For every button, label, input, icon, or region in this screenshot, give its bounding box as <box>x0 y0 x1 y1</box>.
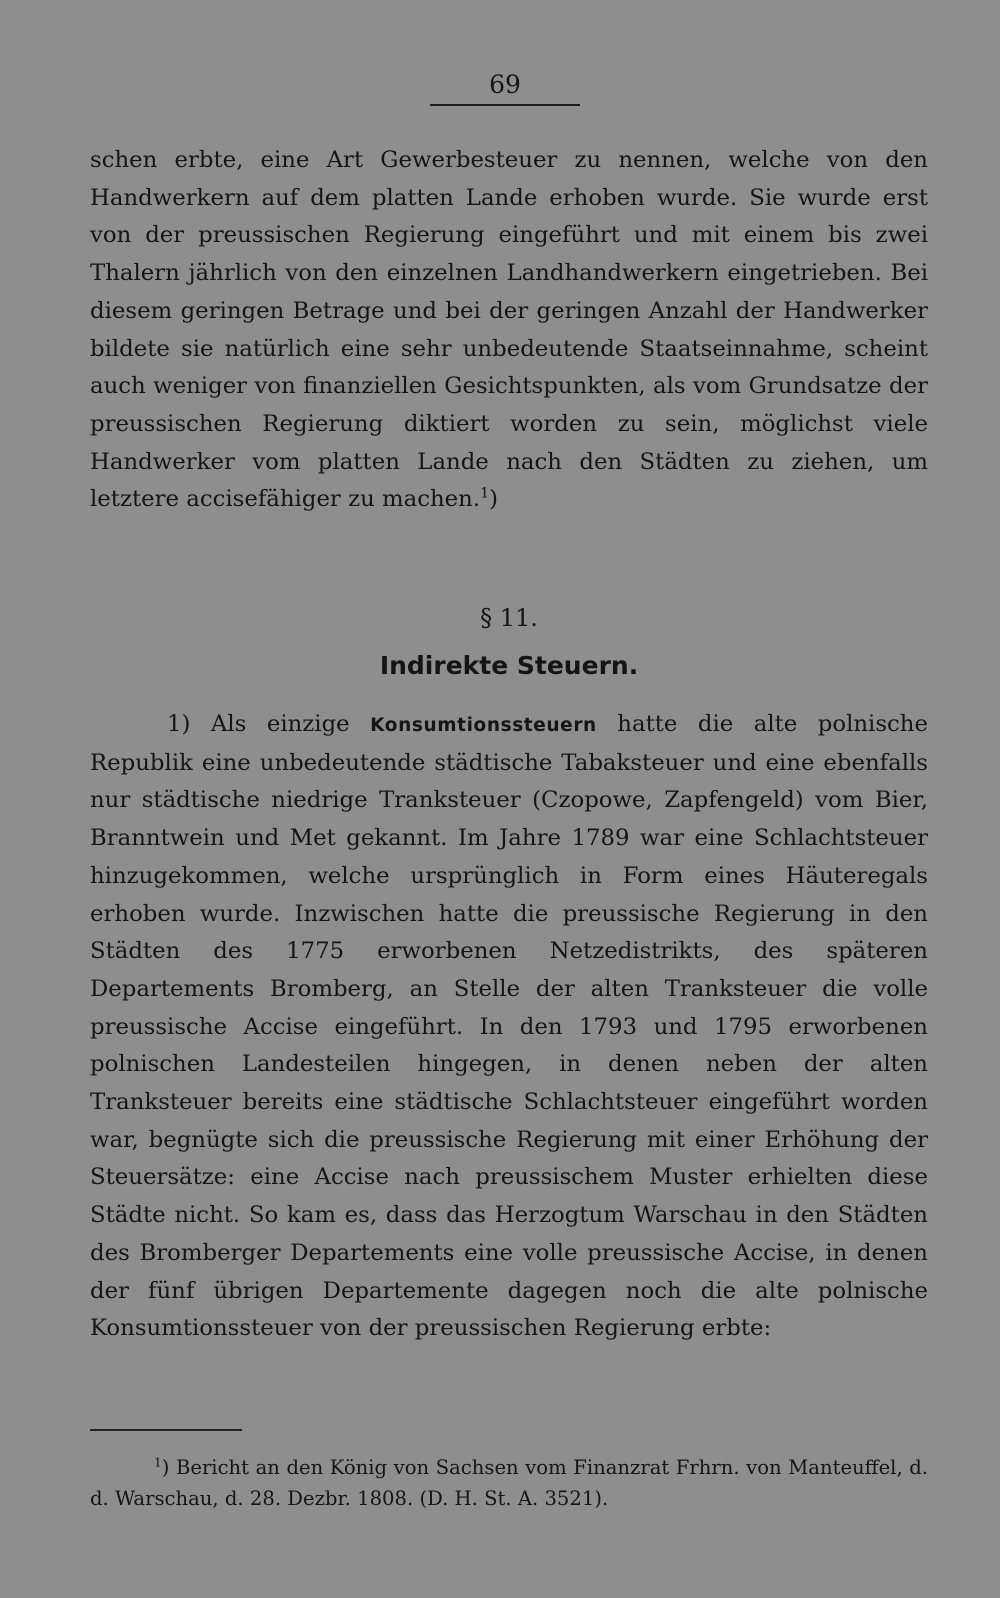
footnote-reference-paren: ) <box>489 486 499 513</box>
footnote-marker: 1 <box>154 1455 162 1470</box>
footnote-reference: 1 <box>480 485 490 502</box>
paragraph-text: schen erbte, eine Art Gewerbesteuer zu nennen, welche von den Handwerkern auf dem platten Lande erhoben wurde. Sie wurde erst von der preussischen Regierung eingeführt und mit einem bis zwei Thalern jährlich von den einzelnen Landhandwerkern eingetrieben. Bei diesem geringen Betrage und bei der geringen Anzahl der Handwerker bildete sie natürlich eine sehr unbedeutende Staatseinnahme, scheint auch weniger von finanziellen Gesichtspunkten, als vom Grundsatze der preussischen Regierung diktiert worden zu sein, möglichst viele Handwerker vom platten Lande nach den Städten zu ziehen, um letztere accisefähiger zu machen. <box>90 147 928 513</box>
paragraph-consumption-taxes <box>90 706 928 1348</box>
footnote-rule <box>90 1429 242 1431</box>
paragraph-continued <box>90 142 928 519</box>
footnote-marker-paren: ) <box>161 1456 170 1479</box>
footnote-text: Bericht an den König von Sachsen vom Finanzrat Frhrn. von Manteuffel, d. d. Warschau, d. 28. Dezbr. 1808. (D. H. St. A. 3521). <box>90 1456 928 1510</box>
page-number: 69 <box>489 70 521 99</box>
section-title: Indirekte Steuern. <box>379 651 639 680</box>
paragraph-text: hatte die alte polnische Republik eine unbedeutende städtische Tabaksteuer und eine ebenfalls nur städtische niedrige Tranksteuer (Czopowe, Zapfengeld) vom Bier, Branntwein und Met gekannt. Im Jahre 1789 war eine Schlachtsteuer hinzugekommen, welche ursprünglich in Form eines Häuteregals erhoben wurde. Inzwischen hatte die preussische Regierung in den Städten des 1775 erworbenen Netzedistrikts, des späteren Departements Bromberg, an Stelle der alten Tranksteuer die volle preussische Accise eingeführt. In den 1793 und 1795 erworbenen polnischen Landesteilen hingegen, in denen neben der alten Tranksteuer bereits eine städtische Schlachtsteuer eingeführt worden war, begnügte sich die preussische Regierung mit einer Erhöhung der Steuersätze: eine Accise nach preussischem Muster erhielten diese Städte nicht. So kam es, dass das Herzogtum Warschau in den Städten des Bromberger Departements eine volle preussische Accise, in denen der fünf übrigen Departemente dagegen noch die alte polnische Konsumtionssteuer von der preussischen Regierung erbte: <box>90 711 928 1342</box>
header-rule <box>430 104 580 106</box>
section-number: § 11. <box>480 604 538 632</box>
document-page <box>90 62 928 1562</box>
paragraph-lead: 1) Als einzige <box>167 711 371 737</box>
footnote <box>90 1452 928 1514</box>
emphasized-term: Konsumtionssteuern <box>370 715 597 736</box>
